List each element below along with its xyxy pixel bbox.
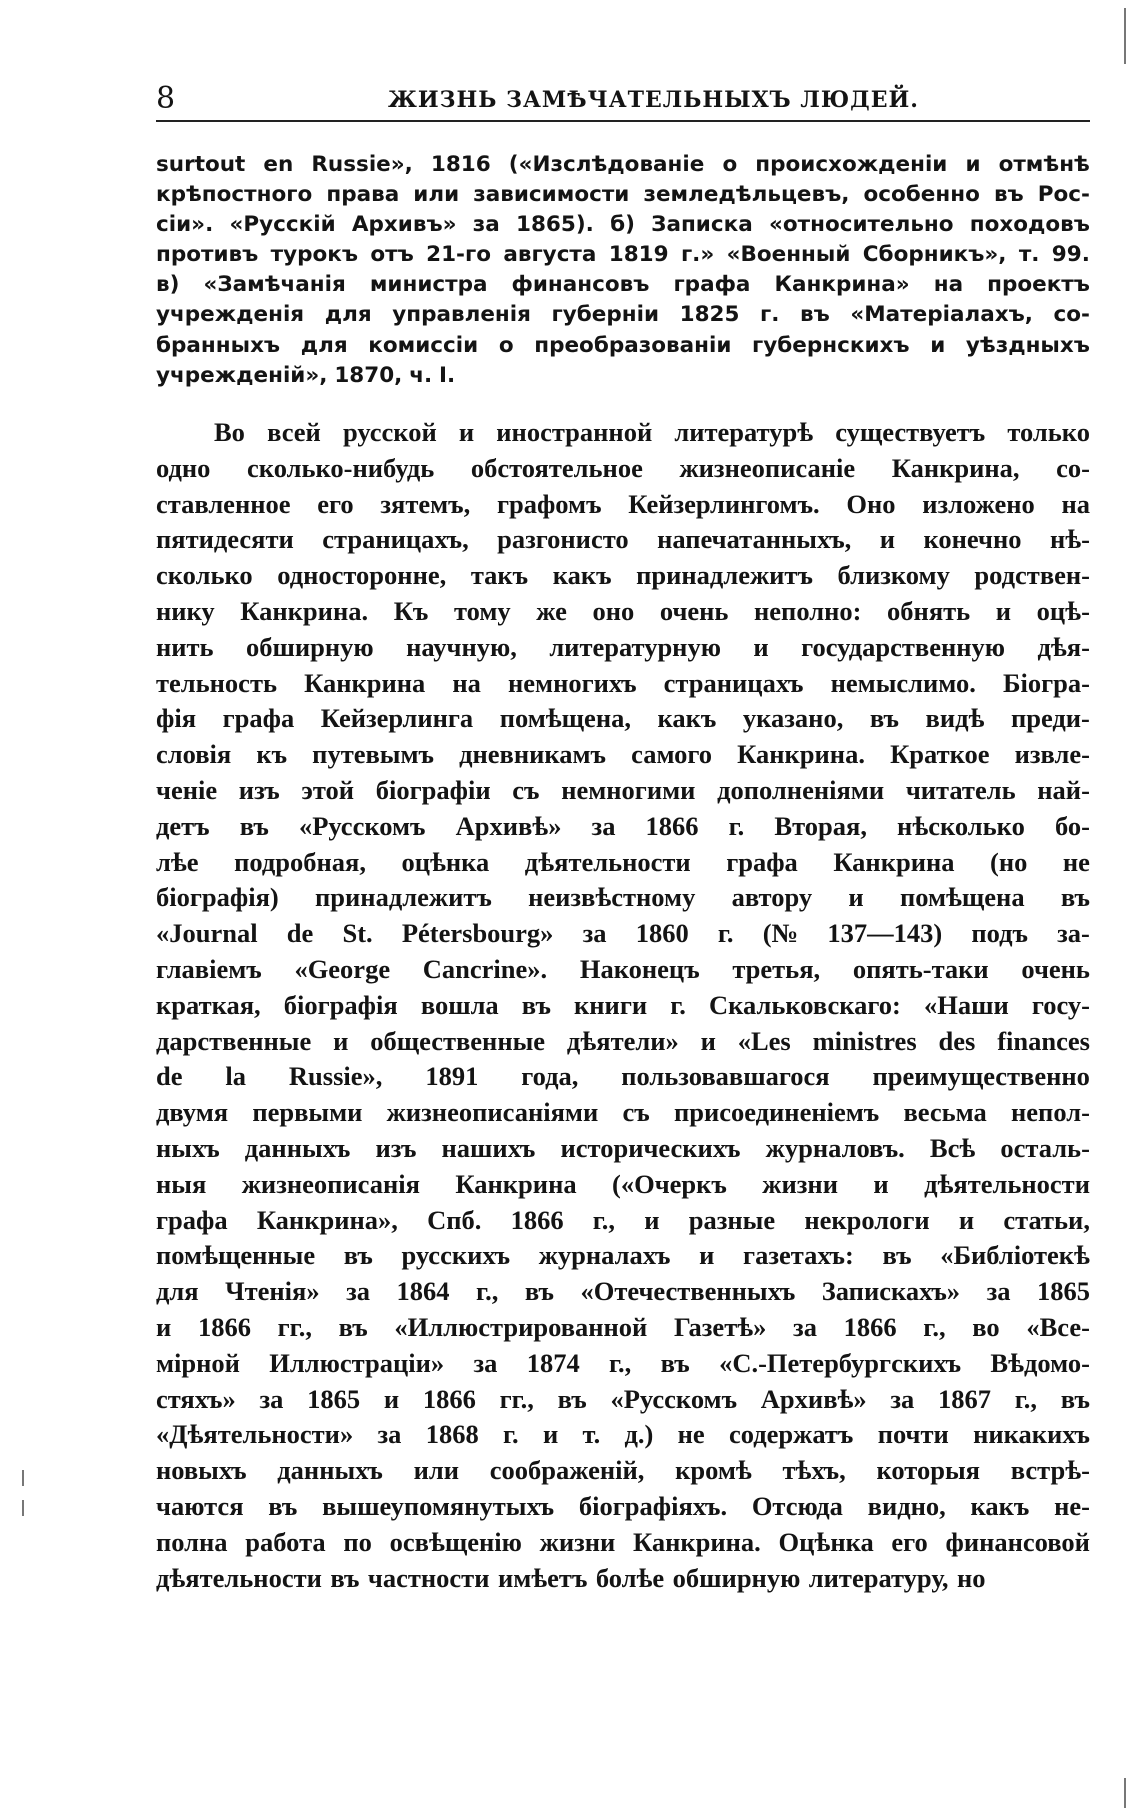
page-header: [156, 82, 1090, 122]
text-line: біографія) принадлежитъ неизвѣстному автору и помѣщена въ: [156, 882, 1090, 913]
text-line: пятидесяти страницахъ, разгонисто напечатанныхъ, и конечно нѣ-: [156, 524, 1090, 555]
margin-mark: [22, 1500, 24, 1516]
footnote-line: крѣпостного права или зависимости земледѣльцевъ, особенно въ Рос-: [156, 182, 1090, 208]
footnote-line: surtout en Russie», 1816 («Изслѣдованіе о происхожденіи и отмѣнѣ: [156, 152, 1090, 177]
footnote-line: учрежденія для управленія губерніи 1825 г. въ «Матеріалахъ, со-: [156, 302, 1090, 328]
text-line: ныя жизнеописанія Канкрина («Очеркъ жизни и дѣятельности: [156, 1168, 1090, 1199]
text-line: de la Russie», 1891 года, пользовавшагося преимущественно: [156, 1061, 1090, 1092]
text-line: дѣятельности въ частности имѣетъ болѣе обширную литературу, но: [156, 1562, 986, 1593]
footnote-line: в) «Замѣчанія министра финансовъ графа Канкрина» на проектъ: [156, 272, 1090, 298]
text-line: чаются въ вышеупомянутыхъ біографіяхъ. Отсюда видно, какъ не-: [156, 1490, 1090, 1521]
margin-mark: [22, 1470, 24, 1486]
text-line: графа Канкрина», Спб. 1866 г., и разные некрологи и статьи,: [156, 1204, 1090, 1235]
text-line: помѣщенные въ русскихъ журналахъ и газетахъ: въ «Библіотекѣ: [156, 1240, 1090, 1271]
page-number: 8: [156, 81, 176, 116]
text-line: и 1866 гг., въ «Иллюстрированной Газетѣ» за 1866 г., во «Все-: [156, 1311, 1090, 1342]
text-line: Во всей русской и иностранной литературѣ существуетъ только: [214, 417, 1090, 447]
text-line: мірной Иллюстраціи» за 1874 г., въ «С.-Петербургскихъ Вѣдомо-: [156, 1347, 1090, 1378]
header-rule: [156, 120, 1090, 122]
footnote-line: сіи». «Русскій Архивъ» за 1865). б) Записка «относительно походовъ: [156, 212, 1090, 238]
text-line: двумя первыми жизнеописаніями съ присоединеніемъ весьма непол-: [156, 1097, 1090, 1128]
text-line: краткая, біографія вошла въ книги г. Скальковскаго: «Наши госу-: [156, 989, 1090, 1020]
text-line: сколько односторонне, такъ какъ принадлежитъ близкому родствен-: [156, 560, 1090, 591]
text-line: нить обширную научную, литературную и государственную дѣя-: [156, 631, 1090, 662]
text-line: «Дѣятельности» за 1868 г. и т. д.) не содержатъ почти никакихъ: [156, 1419, 1090, 1450]
footnote-line: учрежденій», 1870, ч. I.: [156, 362, 456, 388]
text-line: фія графа Кейзерлинга помѣщена, какъ указано, въ видѣ преди-: [156, 703, 1090, 734]
text-line: лѣе подробная, оцѣнка дѣятельности графа Канкрина (но не: [156, 846, 1090, 877]
text-line: новыхъ данныхъ или соображеній, кромѣ тѣхъ, которыя встрѣ-: [156, 1455, 1090, 1486]
body-paragraph: [156, 415, 1090, 1596]
text-line: нику Канкрина. Къ тому же оно очень неполно: обнять и оцѣ-: [156, 595, 1090, 626]
text-line: ныхъ данныхъ изъ нашихъ историческихъ журналовъ. Всѣ осталь-: [156, 1132, 1090, 1163]
text-line: детъ въ «Русскомъ Архивѣ» за 1866 г. Вторая, нѣсколько бо-: [156, 810, 1090, 841]
text-line: словія къ путевымъ дневникамъ самого Канкрина. Краткое извле-: [156, 739, 1090, 770]
margin-mark: [1124, 8, 1126, 64]
text-line: дарственные и общественные дѣятели» и «Les ministres des finances: [156, 1025, 1090, 1056]
text-line: «Journal de St. Pétersbourg» за 1860 г. (№ 137—143) подъ за-: [156, 918, 1090, 949]
running-title: ЖИЗНЬ ЗАМѢЧАТЕЛЬНЫХЪ ЛЮДЕЙ.: [388, 87, 919, 113]
text-line: для Чтенія» за 1864 г., въ «Отечественныхъ Запискахъ» за 1865: [156, 1276, 1090, 1307]
text-line: главіемъ «George Cancrine». Наконецъ третья, опять-таки очень: [156, 953, 1090, 984]
footnote-block: [156, 150, 1090, 391]
text-line: стяхъ» за 1865 и 1866 гг., въ «Русскомъ Архивѣ» за 1867 г., въ: [156, 1383, 1090, 1414]
text-line: ченіе изъ этой біографіи съ немногими дополненіями читатель най-: [156, 774, 1090, 805]
text-line: ставленное его зятемъ, графомъ Кейзерлингомъ. Оно изложено на: [156, 488, 1090, 519]
footnote-line: противъ турокъ отъ 21-го августа 1819 г.» «Военный Сборникъ», т. 99.: [156, 242, 1090, 268]
footnote-line: бранныхъ для комиссіи о преобразованіи губернскихъ и уѣздныхъ: [156, 332, 1090, 358]
text-line: полна работа по освѣщенію жизни Канкрина. Оцѣнка его финансовой: [156, 1526, 1090, 1557]
text-line: одно сколько-нибудь обстоятельное жизнеописаніе Канкрина, со-: [156, 452, 1090, 483]
margin-mark: [1124, 1778, 1126, 1808]
text-line: тельность Канкрина на немногихъ страницахъ немыслимо. Біогра-: [156, 667, 1090, 698]
